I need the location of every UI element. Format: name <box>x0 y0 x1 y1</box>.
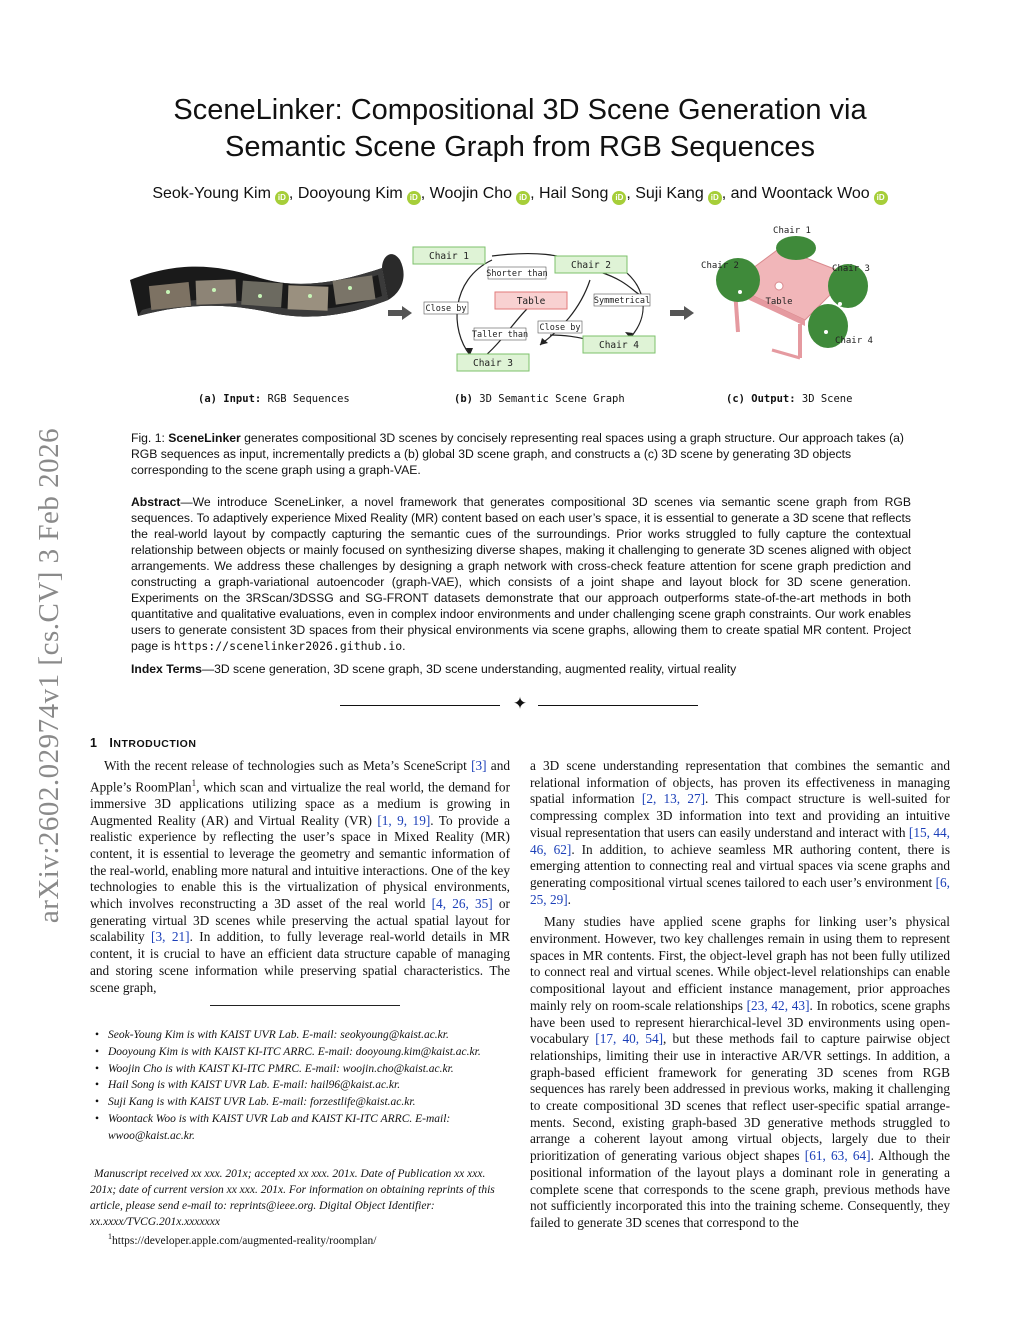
orcid-icon[interactable]: iD <box>612 191 626 205</box>
scene-label-table: Table <box>765 297 793 307</box>
edge-label-close-by: Close by <box>539 323 581 333</box>
citation-link[interactable]: [61, 63, 64] <box>804 1148 871 1164</box>
scene-label-chair-4: Chair 4 <box>835 336 873 346</box>
figure-caption: Fig. 1: SceneLinker generates compositional 3D scenes by concisely representing real spaces using a graph structure. Our approach takes (a) RGB sequences as input, incrementally predicts a (b) global 3D scene graph, and constructs a (c) 3D scene by generating 3D objects corresponding to the scene graph using a graph-VAE. <box>131 431 904 477</box>
figure-1 <box>120 220 920 410</box>
author[interactable]: Woojin Cho iD , <box>430 185 539 202</box>
edge-label-shorter-than: Shorter than <box>486 269 548 279</box>
svg-text:Table: Table <box>516 296 546 307</box>
graph-node-chair-3 <box>457 354 529 371</box>
affiliation-item: • Seok-Young Kim is with KAIST UVR Lab. E-mail: seokyoung@kaist.ac.kr. <box>90 1027 510 1044</box>
footnote: $^1$https://developer.apple.com/augmented-reality/roomplan/ <box>108 1232 377 1247</box>
citation-link[interactable]: [2, 13, 27] <box>641 791 706 807</box>
affiliation-item: • Suji Kang is with KAIST UVR Lab. E-mail: forzestlife@kaist.ac.kr. <box>90 1094 510 1111</box>
svg-text:Chair 4: Chair 4 <box>598 340 640 351</box>
affiliation-list <box>90 1027 510 1145</box>
citation-link[interactable]: [15, 44, 46, 62] <box>530 824 950 857</box>
index-terms: Index Terms—3D scene generation, 3D scene graph, 3D scene understanding, augmented reality, virtual reality <box>131 662 737 676</box>
paragraph: Many studies have applied scene graphs for linking user’s physical environment. However, two key challenges remain in using them to represent spaces in MR contents. First, the object-level graph has not been fully utilized to connect real and virtual scenes. While object-level relationships can enable compositional layout and efficient instance management, prior approaches mainly rely on room-scale relationships [23, 42, 43]. In robotics, scene graphs have been used to represent hierarchical-level 3D environments using open-vocabulary [17, 40, 54], but these methods fail to capture pairwise object relationships, limiting their use in interactive AR/VR settings. In addition, a graph-based efficient framework for generating 3D scenes from RGB sequences has rarely been addressed in previous works, making it challenging to create compositional 3D scenes that reflect user-specific spatial arrangements. Second, existing graph-based 3D generative methods struggled to arrange a coherent layout among virtual objects, largely due to their prioritization of generating various object shapes [61, 63, 64]. Although the positional information of the layout plays a dominant role in generating a complete scene that corresponds to the scene graph, previous methods have not sufficiently incorporated this into the training scheme. Consequently, they failed to generate 3D scenes that correspond to the <box>530 914 950 1230</box>
subcaption-c: (c) Output: 3D Scene <box>726 393 853 405</box>
paper-title <box>120 92 920 166</box>
author-list <box>100 185 940 205</box>
arxiv-identifier-stamp <box>20 380 80 970</box>
footnote-mark[interactable]: 1 <box>191 777 197 788</box>
edge-label-taller-than: Taller than <box>471 330 529 340</box>
author[interactable]: Dooyoung Kim iD , <box>298 185 430 202</box>
orcid-icon[interactable]: iD <box>407 191 421 205</box>
scene-label-chair-2: Chair 2 <box>701 261 739 271</box>
citation-link[interactable]: [6, 25, 29] <box>530 874 950 907</box>
scene-label-chair-3: Chair 3 <box>832 264 870 274</box>
title-line-2: Semantic Scene Graph from RGB Sequences <box>225 131 815 163</box>
footnote-rule <box>210 1005 400 1006</box>
abstract-text: We introduce SceneLinker, a novel framework that generates compositional 3D scenes via semantic scene graph from RGB sequences. To adaptively experience Mixed Reality (MR) content based on each user’s space, it is essential to generate a 3D scene that reflects the real-world layout by compactly capturing the semantic cues of the surroundings. Prior works struggled to fully capture the contextual relationship between objects or mainly focused on synthesizing diverse shapes, making it challenging to generate 3D scenes aligned with object arrangements. We address these challenges by designing a graph network with cross-check feature attention for scene graph prediction and constructing a graph-variational autoencoder (graph-VAE), which consists of a joint shape and layout block for 3D scene generation. Experiments on the 3RScan/3DSSG and SG-FRONT datasets demonstrate that our approach outperforms state-of-the-art methods in both quantitative and qualitative evaluations, even in complex indoor environments and under challenging scene graph constraints. Our work enables users to generate consistent 3D spaces from their physical environments via scene graphs, allowing them to create spatial MR content. Project page is <box>131 495 911 653</box>
project-page-link[interactable]: https://scenelinker2026.github.io <box>173 639 403 653</box>
section-heading-introduction: 1 INTRODUCTION <box>90 736 197 750</box>
title-line-1: SceneLinker: Compositional 3D Scene Generation via <box>173 94 867 126</box>
author[interactable]: Seok-Young Kim iD , <box>152 185 297 202</box>
arrow-right-icon <box>670 306 694 320</box>
arxiv-stamp-text: arXiv:2602.02974v1 [cs.CV] 3 Feb 2026 <box>33 427 66 923</box>
citation-link[interactable]: [1, 9, 19] <box>377 812 431 828</box>
affiliation-item: • Hail Song is with KAIST UVR Lab. E-mail: hail96@kaist.ac.kr. <box>90 1077 510 1094</box>
citation-link[interactable]: [4, 26, 35] <box>431 896 493 912</box>
citation-link[interactable]: [23, 42, 43] <box>746 997 810 1013</box>
abstract: Abstract—We introduce SceneLinker, a novel framework that generates compositional 3D scenes via semantic scene graph from RGB sequences. To adaptively experience Mixed Reality (MR) content based on each user’s space, it is essential to generate a 3D scene that reflects the real-world layout by compactly capturing the semantic cues of the surroundings. Prior works struggled to fully capture the contextual relationship between objects or mainly focused on synthesizing diverse shapes, making it challenging to generate 3D scenes aligned with object arrangements. We address these challenges by designing a graph network with cross-check feature attention for scene graph prediction and constructing a graph-variational autoencoder (graph-VAE), which consists of a joint shape and layout block for 3D scene generation. Experiments on the 3RScan/3DSSG and SG-FRONT datasets demonstrate that our approach outperforms state-of-the-art methods in both quantitative and qualitative evaluations, even in complex indoor environments and under challenging scene graph constraints. Our work enables users to generate consistent 3D spaces from their physical environments via scene graphs, allowing them to create spatial MR content. Project page is https://scenelinker2026.github.io. <box>131 495 911 653</box>
graph-node-chair-1 <box>413 247 485 264</box>
citation-link[interactable]: [3, 21] <box>151 929 190 945</box>
subcaption-b: (b) 3D Semantic Scene Graph <box>454 393 625 405</box>
graph-node-chair-4 <box>583 336 655 353</box>
edge-label-close-by: Close by <box>425 304 467 314</box>
author[interactable]: Hail Song iD , <box>539 185 635 202</box>
film-strip-illustration <box>130 254 404 317</box>
graph-node-table <box>495 292 567 309</box>
section-divider <box>340 696 700 716</box>
body-column-left <box>90 758 510 996</box>
scene-label-chair-1: Chair 1 <box>773 226 811 236</box>
citation-link[interactable]: [17, 40, 54] <box>595 1031 664 1047</box>
orcid-icon[interactable]: iD <box>708 191 722 205</box>
svg-text:Chair 1: Chair 1 <box>428 251 470 262</box>
abstract-label: Abstract <box>131 495 181 509</box>
orcid-icon[interactable]: iD <box>874 191 888 205</box>
affiliation-item: • Dooyoung Kim is with KAIST KI-ITC ARRC. E-mail: dooyoung.kim@kaist.ac.kr. <box>90 1044 510 1061</box>
orcid-icon[interactable]: iD <box>516 191 530 205</box>
graph-node-chair-2 <box>555 256 627 273</box>
footnote-url[interactable]: https://developer.apple.com/augmented-reality/roomplan/ <box>112 1234 377 1247</box>
manuscript-note: Manuscript received xx xxx. 201x; accepted xx xxx. 201x. Date of Publication xx xxx. 201x; date of current version xx xxx. 201x. For information on obtaining reprints of this article, please send e-mail to: reprints@ieee.org. Digital Object Identifier: xx.xxxx/TVCG.201x.xxxxxxx <box>90 1168 495 1228</box>
affiliation-item: • Woojin Cho is with KAIST KI-ITC PMRC. E-mail: woojin.cho@kaist.ac.kr. <box>90 1061 510 1078</box>
orcid-icon[interactable]: iD <box>275 191 289 205</box>
edge-label-symmetrical: Symmetrical <box>593 296 651 306</box>
subcaption-a: (a) Input: RGB Sequences <box>198 393 350 405</box>
citation-link[interactable]: [3] <box>471 758 487 773</box>
paragraph: a 3D scene understanding representation that combines the semantic and relational information of objects, has proven its effectiveness in managing spatial information [2, 13, 27]. This compact structure is well-suited for compressing complex 3D information into text and providing an intuitive visual representation that users can easily understand and interact with [15, 44, 46, 62]. In addition, to achieve seamless MR authoring content, there is emerging attention to connecting real and virtual spaces via scene graphs and generating compositional virtual scenes tailored to each user’s environment [6, 25, 29]. <box>530 758 951 907</box>
author[interactable]: Suji Kang iD , and <box>635 185 762 202</box>
svg-text:Chair 3: Chair 3 <box>472 358 514 369</box>
author[interactable]: Woontack Woo iD <box>762 185 888 202</box>
paragraph: With the recent release of technologies such as Meta’s SceneScript [3] and Apple’s RoomPlan$^1$, which scan and virtualize the real world, the demand for immersive 3D applications utilizing space as a medium is growing in Augmented Reality (AR) and Virtual Reality (VR) [1, 9, 19]. To provide a realistic experience by reflecting the user’s space in Mixed Reality (MR) content, it is essential to leverage the geometry and semantic information of the real-world, enabling more natural and intuitive interactions. One of the key technologies to enable this is the virtualization of physical environments, which involves reconstructing a 3D asset of the real world [4, 26, 35] or generating virtual 3D scenes while preserving the actual spatial layout for scalability [3, 21]. In addition, to fully leverage real-world details in MR content, it is crucial to have an efficient data structure capable of managing and storing scene information while preserving spatial characteristics. The scene graph, <box>90 758 511 995</box>
arrow-right-icon <box>388 306 412 320</box>
affiliation-item: • Woontack Woo is with KAIST UVR Lab and KAIST KI-ITC ARRC. E-mail: wwoo@kaist.ac.kr. <box>90 1111 510 1145</box>
body-column-right <box>530 758 950 1232</box>
divider-star-icon: ✦ <box>512 694 528 714</box>
svg-text:Chair 2: Chair 2 <box>570 260 612 271</box>
